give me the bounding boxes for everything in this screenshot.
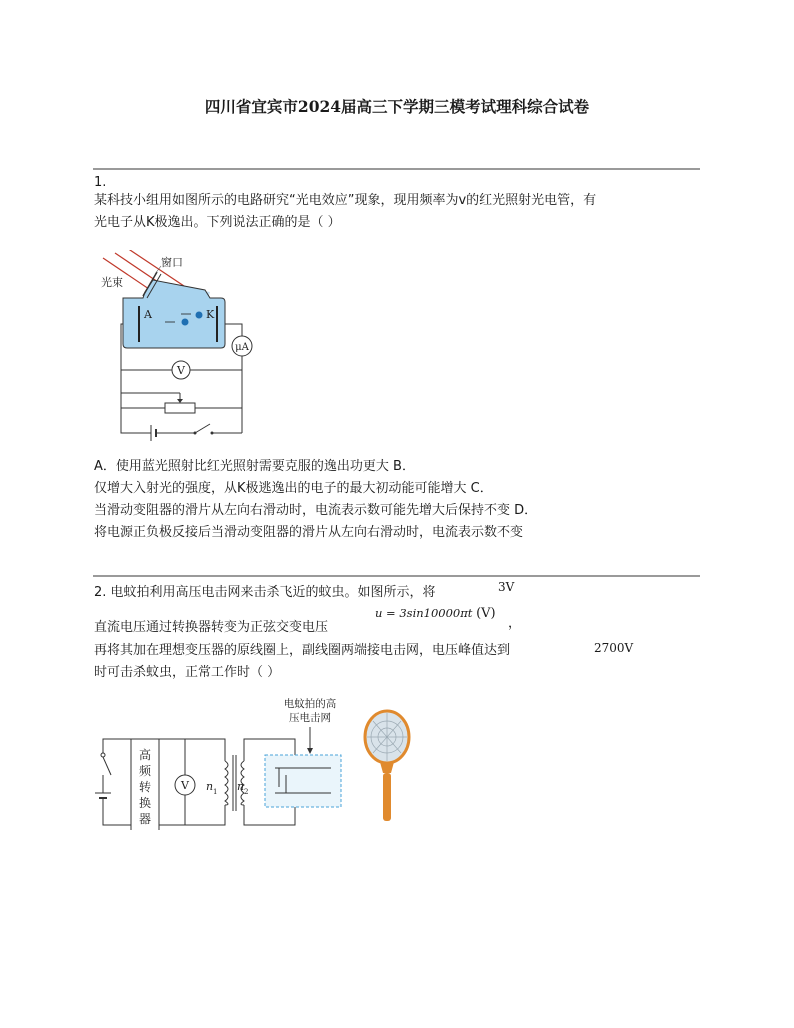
- converter-label-char: 频: [138, 764, 152, 778]
- formula-unit: (V): [476, 606, 496, 621]
- switch-contact: [101, 753, 105, 757]
- primary-turns-subscript: 1: [213, 788, 218, 796]
- primary-coil: [225, 761, 228, 805]
- electron: [182, 319, 189, 326]
- question-number: 1.: [94, 175, 107, 190]
- question-stem-line: 光电子从K极逸出。下列说法正确的是（ ）: [94, 215, 341, 230]
- switch: [103, 757, 111, 775]
- voltage-formula: [375, 606, 496, 621]
- voltmeter-label: V: [177, 364, 185, 377]
- electron: [196, 312, 203, 319]
- secondary-turns-label: n: [237, 780, 245, 793]
- secondary-turns-subscript: 2: [244, 788, 249, 796]
- answer-options-line: A．使用蓝光照射比红光照射需要克服的逸出功更大 B．: [94, 459, 415, 474]
- electrode-a-label: A: [144, 308, 152, 321]
- rheostat: [165, 403, 195, 413]
- question-stem-line: 某科技小组用如图所示的电路研究“光电效应”现象，现用频率为v的红光照射光电管，有: [94, 193, 597, 208]
- question-divider: [93, 168, 700, 170]
- net-caption-line: 压电击网: [289, 712, 331, 724]
- caption-arrow-head: [307, 748, 313, 754]
- primary-turns-label: n: [206, 780, 214, 793]
- circuit-wire: [121, 408, 151, 433]
- answer-options-line: 仅增大入射光的强度，从K极逃逸出的电子的最大初动能可能增大 C．: [94, 481, 493, 496]
- beam-label: 光束: [101, 276, 123, 289]
- rheostat-slider-head: [177, 399, 183, 403]
- page-title: 四川省宜宾市2024届高三下学期三模考试理科综合试卷: [204, 97, 590, 116]
- electric-net-box: [265, 755, 341, 807]
- voltmeter-label: V: [181, 779, 189, 792]
- voltage-value: 3V: [498, 580, 515, 594]
- converter-label-char: 高: [138, 748, 152, 762]
- question-stem-line: 再将其加在理想变压器的原线圈上，副线圈两端接电击网，电压峰值达到: [94, 643, 511, 658]
- mosquito-swatter-image: [365, 711, 409, 821]
- switch: [195, 424, 210, 433]
- question-stem-line: 2. 电蚊拍利用高压电击网来击杀飞近的蚊虫。如图所示，将: [94, 585, 436, 600]
- question-stem-line: 直流电压通过转换器转变为正弦交变电压: [94, 620, 329, 635]
- converter-label-char: 转: [138, 780, 152, 794]
- circuit-wire: [159, 805, 225, 825]
- switch-contact: [194, 432, 197, 435]
- circuit-wire: [159, 739, 225, 761]
- answer-options-line: 当滑动变阻器的滑片从左向右滑动时，电流表示数可能先增大后保持不变 D．: [94, 503, 538, 518]
- circuit-wire: [225, 324, 242, 336]
- electrode-k-label: K: [206, 308, 215, 321]
- formula-text: u = 3sin10000πt: [375, 606, 473, 620]
- converter-label-char: 换: [138, 796, 152, 810]
- photoelectric-circuit-figure: [95, 250, 265, 445]
- circuit-wire: [121, 370, 165, 408]
- circuit-wire: [103, 739, 131, 741]
- circuit-wire: [103, 798, 131, 825]
- net-caption-line: 电蚊拍的高: [283, 698, 337, 710]
- question-divider: [93, 575, 700, 577]
- answer-options-line: 将电源正负极反接后当滑动变阻器的滑片从左向右滑动时，电流表示数不变: [94, 525, 524, 540]
- question-stem-line: 时可击杀蚊虫，正常工作时（ ）: [94, 665, 281, 680]
- punctuation: ，: [508, 616, 522, 631]
- ammeter-label: μA: [235, 342, 249, 353]
- window-label: 窗口: [161, 256, 183, 269]
- voltage-value: 2700V: [594, 641, 634, 655]
- converter-label-char: 器: [138, 812, 152, 826]
- transformer-circuit-figure: [95, 695, 440, 830]
